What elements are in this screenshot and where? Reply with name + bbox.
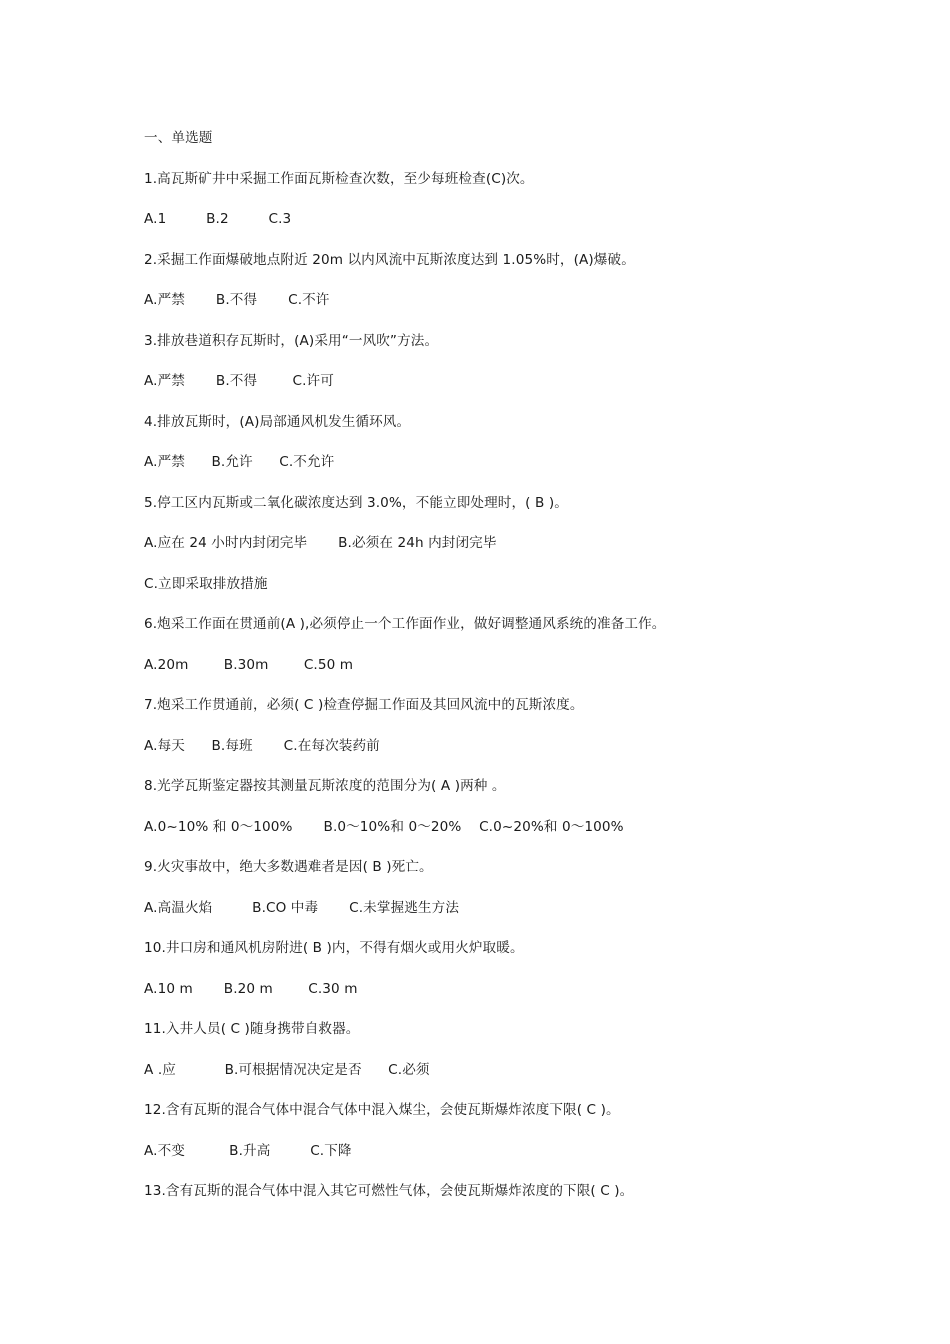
options-11: A .应 B.可根据情况决定是否 C.必须 [144,1061,430,1078]
options-10: A.10 m B.20 m C.30 m [144,980,358,997]
options-9: A.高温火焰 B.CO 中毒 C.未掌握逃生方法 [144,899,460,916]
question-9: 9.火灾事故中，绝大多数遇难者是因( B )死亡。 [144,859,433,875]
options-3: A.严禁 B.不得 C.许可 [144,373,334,389]
question-4: 4.排放瓦斯时，(A)局部通风机发生循环风。 [144,413,411,430]
question-1: 1.高瓦斯矿井中采掘工作面瓦斯检查次数，至少每班检查(C)次。 [144,170,534,187]
question-2: 2.采掘工作面爆破地点附近 20m 以内风流中瓦斯浓度达到 1.05%时，(A)爆破。 [144,251,635,268]
options-1: A.1 B.2 C.3 [144,211,292,227]
options-6: A.20m B.30m C.50 m [144,656,354,673]
options-2: A.严禁 B.不得 C.不许 [144,292,330,308]
options-5a: A.应在 24 小时内封闭完毕 B.必须在 24h 内封闭完毕 [144,535,497,551]
question-11: 11.入井人员( C )随身携带自救器。 [144,1021,360,1037]
options-8: A.0~10% 和 0～100% B.0～10%和 0～20% C.0~20%和 0～100% [144,818,624,835]
question-3: 3.排放巷道积存瓦斯时，(A)采用“一风吹”方法。 [144,332,439,349]
question-13: 13.含有瓦斯的混合气体中混入其它可燃性气体，会使瓦斯爆炸浓度的下限( C )。 [144,1183,634,1199]
question-7: 7.炮采工作贯通前，必须( C )检查停掘工作面及其回风流中的瓦斯浓度。 [144,697,584,713]
document-body [144,128,844,1222]
options-4: A.严禁 B.允许 C.不允许 [144,454,335,470]
question-5: 5.停工区内瓦斯或二氧化碳浓度达到 3.0%，不能立即处理时，( B )。 [144,494,568,511]
options-12: A.不变 B.升高 C.下降 [144,1142,352,1159]
section-title: 一、单选题 [144,130,213,146]
question-10: 10.井口房和通风机房附进( B )内，不得有烟火或用火炉取暖。 [144,940,524,956]
options-7: A.每天 B.每班 C.在每次装药前 [144,737,380,754]
question-12: 12.含有瓦斯的混合气体中混合气体中混入煤尘，会使瓦斯爆炸浓度下限( C )。 [144,1102,620,1118]
question-6: 6.炮采工作面在贯通前(A ),必须停止一个工作面作业，做好调整通风系统的准备工作。 [144,616,666,632]
question-8: 8.光学瓦斯鉴定器按其测量瓦斯浓度的范围分为( A )两种 。 [144,778,506,794]
options-5b: C.立即采取排放措施 [144,575,268,592]
